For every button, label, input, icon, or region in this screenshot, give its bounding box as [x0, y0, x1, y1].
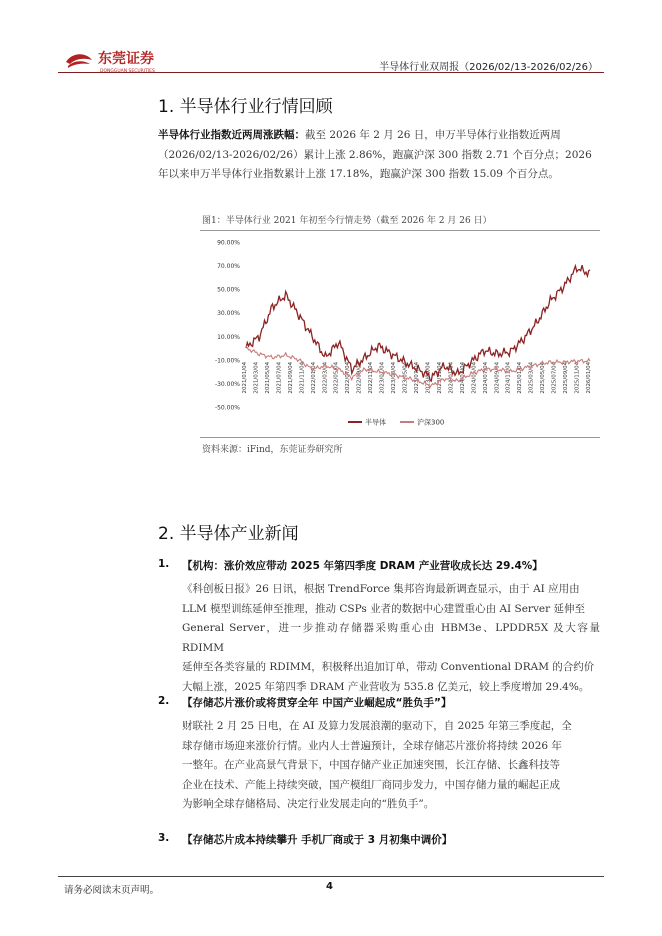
x-tick-label: 2021/09/04: [287, 361, 294, 394]
paragraph-line-3: 年以来申万半导体行业指数累计上涨 17.18%，跑赢沪深 300 指数 15.09 个百分点。: [158, 168, 559, 180]
x-tick-label: 2021/11/04: [299, 361, 306, 394]
figure-source: 资料来源：iFind，东莞证券研究所: [202, 445, 343, 455]
footer-disclaimer: 请务必阅读末页声明。: [64, 885, 160, 896]
x-tick-label: 2021/01/04: [242, 361, 248, 394]
figure-caption: 图1：半导体行业 2021 年初至今行情走势（截至 2026 年 2 月 26 日）: [202, 216, 492, 226]
logo-subtext: DONGGUAN SECURITIES: [100, 69, 155, 74]
paragraph-line-1: [158, 126, 598, 146]
x-tick-label: 2021/05/04: [264, 361, 271, 394]
x-tick-label: 2021/03/04: [253, 361, 260, 394]
news-1-line-4: 延伸至各类容量的 RDIMM，积极释出追加订单，带动 Conventional DRAM 的合约价: [182, 661, 595, 673]
report-title: 半导体行业双周报（2026/02/13-2026/02/26）: [379, 62, 598, 73]
news-1-line-2: LLM 模型训练延伸至推理，推动 CSPs 业者的数据中心建置重心由 AI Server 延伸至: [182, 602, 585, 615]
y-tick-label: 70.00%: [217, 263, 240, 271]
footer-divider: [58, 876, 604, 877]
news-2-line-4: 企业在技术、产能上持续突破，国产模组厂商同步发力，中国存储力量的崛起正成: [182, 778, 560, 791]
x-tick-label: 2025/07/04: [551, 361, 558, 394]
y-tick-label: -30.00%: [214, 380, 240, 388]
x-tick-label: 2023/01/04: [379, 361, 386, 394]
x-tick-label: 2023/05/04: [402, 361, 409, 394]
legend-label: 半导体: [365, 418, 386, 427]
news-2-line-2: 球存储市场迎来涨价行情。业内人士普遍预计，全球存储芯片涨价将持续 2026 年: [182, 739, 562, 752]
paragraph-line-1-text: 截至 2026 年 2 月 26 日，申万半导体行业指数近两周: [305, 129, 561, 141]
x-tick-label: 2022/05/04: [333, 361, 340, 394]
y-tick-label: 50.00%: [217, 286, 240, 294]
company-logo: [64, 48, 194, 74]
x-tick-label: 2025/09/04: [563, 361, 570, 394]
figure-top-rule: [200, 230, 600, 231]
x-tick-label: 2025/01/04: [517, 361, 524, 394]
x-tick-label: 2025/11/04: [574, 361, 581, 394]
news-body-2: [182, 717, 600, 815]
x-tick-label: 2021/07/04: [276, 361, 283, 394]
x-tick-label: 2024/07/04: [482, 361, 489, 394]
legend-label: 沪深300: [417, 418, 445, 427]
x-tick-label: 2024/01/04: [448, 361, 455, 394]
figure-bottom-rule: [200, 437, 600, 438]
x-tick-label: 2022/03/04: [322, 361, 329, 394]
x-tick-label: 2023/03/04: [391, 361, 398, 394]
x-tick-label: 2023/11/04: [436, 361, 443, 394]
x-tick-label: 2024/03/04: [459, 361, 466, 394]
news-number-3: 3.: [158, 832, 170, 844]
y-tick-label: -10.00%: [214, 357, 240, 365]
x-tick-label: 2025/05/04: [540, 361, 547, 394]
y-tick-label: 10.00%: [217, 333, 240, 341]
semiconductor-index-chart: [200, 232, 600, 436]
x-tick-label: 2022/09/04: [356, 361, 363, 394]
x-tick-label: 2024/05/04: [471, 361, 478, 394]
paragraph-bold-lead: 半导体行业指数近两周涨跌幅：: [158, 129, 305, 141]
logo-mark-icon: [64, 48, 194, 74]
section-heading-market-review: 1. 半导体行业行情回顾: [158, 97, 333, 117]
y-tick-label: 30.00%: [217, 310, 240, 318]
section-heading-industry-news: 2. 半导体产业新闻: [158, 524, 299, 544]
news-number-1: 1.: [158, 558, 170, 570]
paragraph-line-2: （2026/02/13-2026/02/26）累计上涨 2.86%，跑赢沪深 300 指数 2.71 个百分点；2026: [158, 148, 592, 161]
x-tick-label: 2022/11/04: [368, 361, 375, 394]
news-1-line-1: 《科创板日报》26 日讯，根据 TrendForce 集邦咨询最新调查显示，由于 AI 应用由: [182, 583, 580, 595]
news-number-2: 2.: [158, 695, 170, 707]
news-title-1: 【机构：涨价效应带动 2025 年第四季度 DRAM 产业营收成长达 29.4%】: [182, 560, 543, 572]
x-tick-label: 2024/09/04: [494, 361, 501, 394]
news-1-line-3: General Server，进一步推动存储器采购重心由 HBM3e、LPDDR5X 及大容量 RDIMM: [182, 622, 600, 654]
news-1-line-5: 大幅上涨，2025 年第四季 DRAM 产业营收为 535.8 亿美元，较上季度增加 29.4%。: [182, 680, 590, 693]
y-tick-label: -50.00%: [214, 404, 240, 412]
x-tick-label: 2023/07/04: [414, 361, 420, 394]
news-title-2: 【存储芯片涨价或将贯穿全年 中国产业崛起成“胜负手”】: [182, 697, 452, 709]
news-body-1: [182, 580, 600, 697]
x-tick-label: 2024/11/04: [505, 361, 512, 394]
news-2-line-5: 为影响全球存储格局、决定行业发展走向的“胜负手”。: [182, 798, 435, 810]
market-review-paragraph: [158, 126, 598, 185]
page-number: 4: [326, 881, 333, 892]
news-title-3: 【存储芯片成本持续攀升 手机厂商或于 3 月初集中调价】: [182, 834, 453, 846]
x-tick-label: 2023/09/04: [425, 361, 432, 394]
y-tick-label: 90.00%: [217, 239, 240, 247]
header-divider: [58, 72, 604, 73]
x-tick-label: 2026/01/04: [586, 361, 592, 394]
x-tick-label: 2022/07/04: [345, 361, 352, 394]
news-2-line-1: 财联社 2 月 25 日电，在 AI 及算力发展浪潮的驱动下，自 2025 年第三季度起，全: [182, 720, 572, 732]
news-2-line-3: 一整年。在产业高景气背景下，中国存储产业正加速突围，长江存储、长鑫科技等: [182, 759, 560, 771]
x-tick-label: 2025/03/04: [528, 361, 535, 394]
x-tick-label: 2022/01/04: [310, 361, 317, 394]
logo-text: 东莞证券: [98, 51, 154, 67]
